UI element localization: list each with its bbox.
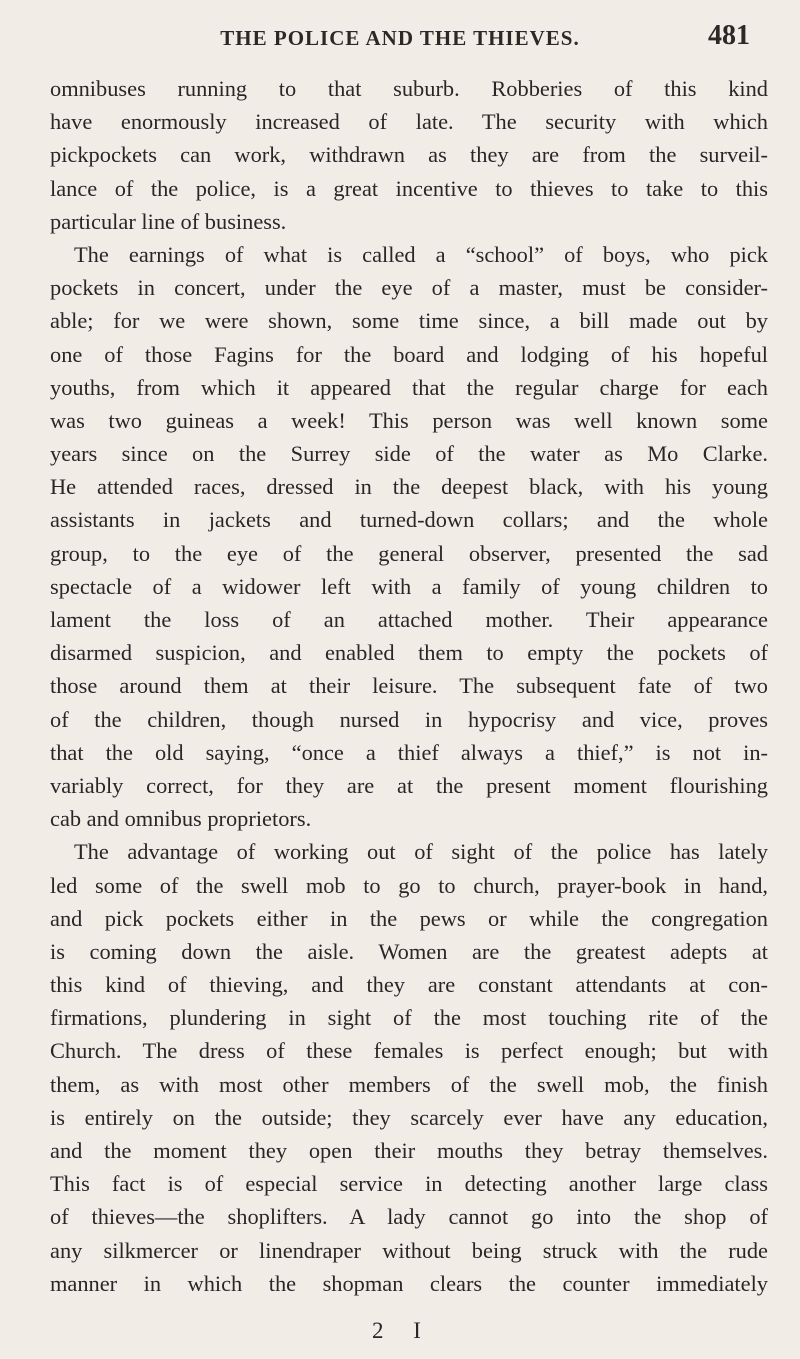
text-line: lament the loss of an attached mother. Their appearance bbox=[50, 607, 768, 632]
text-line: and the moment they open their mouths they betray themselves. bbox=[50, 1138, 768, 1163]
text-line: group, to the eye of the general observer, presented the sad bbox=[50, 540, 768, 566]
text-line: was two guineas a week! This person was well known some bbox=[50, 407, 768, 433]
text-line: assistants in jackets and turned-down collars; and the whole bbox=[50, 507, 768, 533]
text-line: one of those Fagins for the board and lodging of his hopeful bbox=[50, 341, 768, 367]
printer-signature-mark: 2 I bbox=[372, 1318, 433, 1343]
text-line: disarmed suspicion, and enabled them to empty the pockets of bbox=[50, 640, 768, 666]
body-text bbox=[50, 72, 768, 1300]
running-head bbox=[50, 12, 750, 58]
paragraph-start-line: The advantage of working out of sight of the police has lately bbox=[74, 839, 768, 865]
text-line: is coming down the aisle. Women are the greatest adepts at bbox=[50, 938, 768, 964]
text-line: This fact is of especial service in detecting another large class bbox=[50, 1171, 768, 1197]
text-line: years since on the Surrey side of the water as Mo Clarke. bbox=[50, 441, 768, 467]
text-line: any silkmercer or linendraper without being struck with the rude bbox=[50, 1237, 768, 1263]
text-line: Church. The dress of these females is perfect enough; but with bbox=[50, 1038, 768, 1064]
page-number: 481 bbox=[708, 20, 750, 51]
text-line: particular line of business. bbox=[50, 208, 287, 234]
text-line: led some of the swell mob to go to church, prayer-book in hand, bbox=[50, 872, 768, 898]
text-line: manner in which the shopman clears the counter immediately bbox=[50, 1270, 768, 1296]
running-title: THE POLICE AND THE THIEVES. bbox=[220, 26, 580, 50]
text-line: pockets in concert, under the eye of a master, must be consider- bbox=[50, 275, 768, 301]
text-line: lance of the police, is a great incentive to thieves to take to this bbox=[50, 175, 768, 201]
text-line: He attended races, dressed in the deepest black, with his young bbox=[50, 474, 768, 500]
text-line: youths, from which it appeared that the regular charge for each bbox=[50, 374, 768, 400]
text-line: omnibuses running to that suburb. Robberies of this kind bbox=[50, 76, 768, 101]
paragraph-start-line: The earnings of what is called a “school” of boys, who pick bbox=[74, 241, 768, 267]
text-line: cab and omnibus proprietors. bbox=[50, 806, 312, 832]
text-line: spectacle of a widower left with a family of young children to bbox=[50, 573, 768, 599]
text-line: those around them at their leisure. The subsequent fate of two bbox=[50, 673, 768, 699]
text-line: pickpockets can work, withdrawn as they are from the surveil- bbox=[50, 142, 768, 168]
text-line: able; for we were shown, some time since, a bill made out by bbox=[50, 308, 768, 334]
text-line: have enormously increased of late. The security with which bbox=[50, 109, 768, 135]
text-line: that the old saying, “once a thief always a thief,” is not in- bbox=[50, 739, 768, 765]
text-line: is entirely on the outside; they scarcely ever have any education, bbox=[50, 1104, 768, 1130]
text-line: this kind of thieving, and they are constant attendants at con- bbox=[50, 972, 768, 998]
text-line: of the children, though nursed in hypocrisy and vice, proves bbox=[50, 706, 768, 732]
text-line: and pick pockets either in the pews or while the congregation bbox=[50, 905, 768, 931]
text-line: firmations, plundering in sight of the most touching rite of the bbox=[50, 1005, 768, 1031]
text-line: of thieves—the shoplifters. A lady cannot go into the shop of bbox=[50, 1204, 768, 1230]
text-line: variably correct, for they are at the present moment flourishing bbox=[50, 772, 768, 798]
text-line: them, as with most other members of the swell mob, the finish bbox=[50, 1071, 768, 1097]
